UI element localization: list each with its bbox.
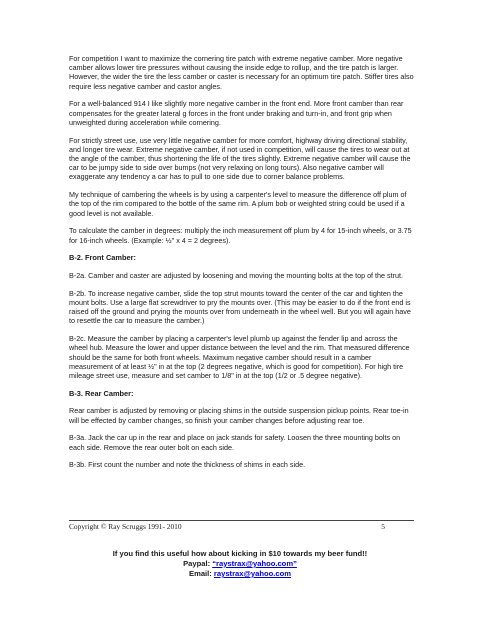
email-link[interactable]: raystrax@yahoo.com (213, 569, 291, 578)
email-line (0, 569, 480, 579)
paragraph: For competition I want to maximize the cornering tire patch with extreme negative camber. More negative camber allows lower tire pressures without causing the inside edge to rollup, and the tire patch is larger. However, the wider the tire the less camber or caster is necessary for an optimum tire patch. Stiffer tires also require less negative camber and castor angles. (69, 54, 414, 91)
email-label: Email: (189, 569, 214, 578)
paragraph: Rear camber is adjusted by removing or placing shims in the outside suspension pickup points. Rear toe-in will be effected by camber changes, so finish your camber changes before adjusting rear toe. (69, 406, 409, 425)
paragraph: B-2c. Measure the camber by placing a carpenter's level plumb up against the fender lip and across the wheel hub. Measure the lower and upper distance between the level and the rim. That measured difference should be the same for both front wheels. Maximum negative camber should result in a camber measurement of at least ½" in at the top (2 degrees negative, which is good for competition). For high tire mileage street use, measure and set camber to 1/8" in at the top (1/2 or .5 degree negative). (69, 334, 410, 381)
donation-message: If you find this useful how about kicking in $10 towards my beer fund!! (112, 549, 368, 558)
paragraph: B-2b. To increase negative camber, slide the top strut mounts toward the center of the car and tighten the mount bolts. Use a large flat screwdriver to pry the mounts over. (This may be easier to do if the front end is raised off the ground and prying the mounts over from underneath in the wheel well. But you will again have to resettle the car to measure the camber.) (69, 288, 411, 326)
paragraph: To calculate the camber in degrees: multiply the inch measurement off plum by 4 for 15-inch wheels, or 3.75 for 16-inch wheels. (Example: ½" x 4 = 2 degrees). (69, 226, 412, 245)
copyright-text: Copyright © Ray Scruggs 1991- 2010 (69, 522, 182, 531)
footer-divider (69, 520, 414, 521)
donation-block (0, 549, 480, 579)
paragraph: B-3b. First count the number and note the thickness of shims in each side. (69, 460, 306, 470)
document-body (69, 54, 414, 478)
section-heading-rear-camber: B-3. Rear Camber: (69, 388, 134, 398)
page-footer (69, 522, 414, 531)
paragraph: B-3a. Jack the car up in the rear and place on jack stands for safety. Loosen the three mounting bolts on each side. Remove the rear outer bolt on each side. (69, 433, 401, 452)
paypal-label: Paypal: (183, 559, 213, 568)
paragraph: My technique of cambering the wheels is by using a carpenter's level to measure the difference off plum of the top of the rim compared to the bottle of the same rim. A plum bob or weighted string could be used if a good level is not available. (69, 190, 407, 218)
page-number: 5 (381, 522, 385, 531)
section-heading-front-camber: B-2. Front Camber: (69, 253, 136, 263)
paypal-link[interactable]: “raystrax@yahoo.com” (212, 559, 297, 568)
paragraph: For a well-balanced 914 I like slightly more negative camber in the front end. More front camber than rear compensates for the greater lateral g forces in the front under braking and turn-in, and front grip when unweighted during acceleration while cornering. (69, 99, 404, 127)
paypal-line (0, 559, 480, 569)
paragraph: B-2a. Camber and caster are adjusted by loosening and moving the mounting bolts at the top of the strut. (69, 271, 404, 281)
paragraph: For strictly street use, use very little negative camber for more comfort, highway driving directional stability, and longer tire wear. Extreme negative camber, if not used in competition, will cause the tires to wear out at the angle of the camber, thus shortening the life of the tires slightly. Extreme negative camber will cause the car to be jumpy side to side over bumps (not very relaxing on long tours). Also negative camber will exaggerate any tendency a car has to pull to one side due to corner balance problems. (69, 135, 411, 182)
